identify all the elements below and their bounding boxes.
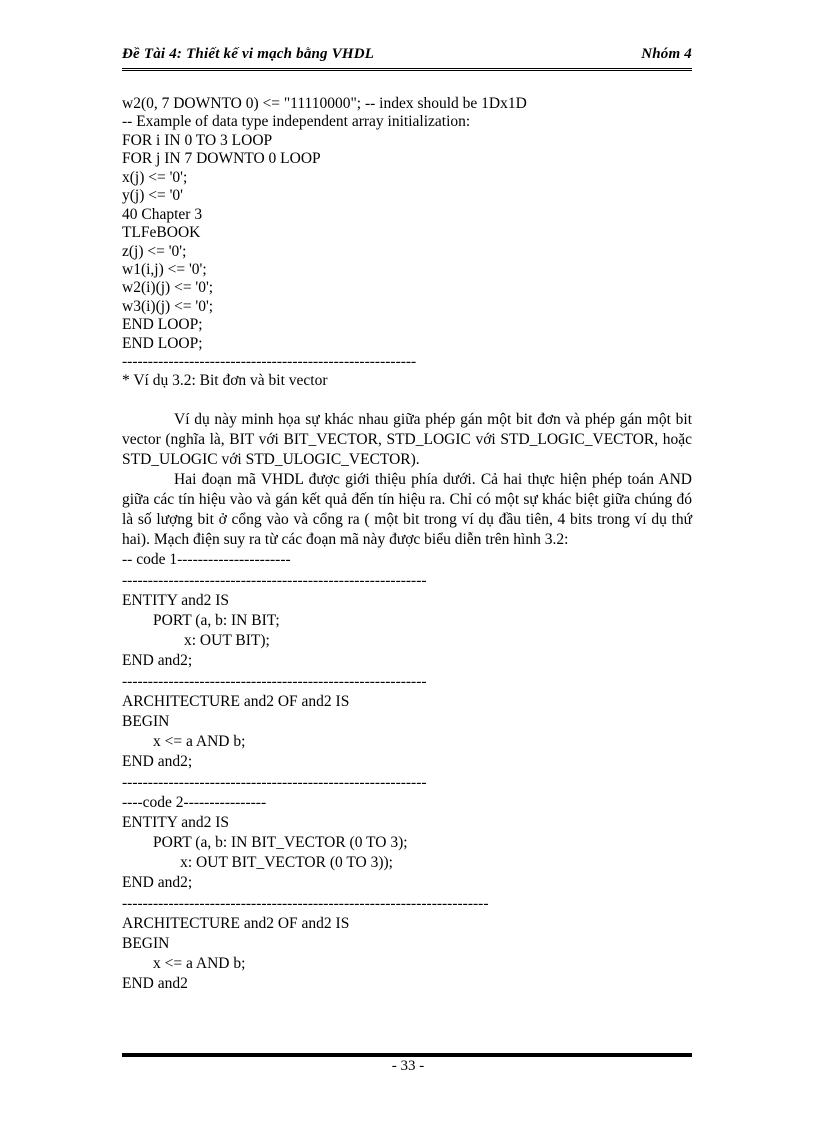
code-line: x <= a AND b; xyxy=(122,955,246,973)
code-line: END LOOP; xyxy=(122,316,203,334)
code-line: z(j) <= '0'; xyxy=(122,242,187,260)
code-line: x(j) <= '0'; xyxy=(122,168,188,186)
spacer xyxy=(122,390,692,408)
page-number: - 33 - xyxy=(391,1058,425,1074)
code-line: END and2; xyxy=(122,874,193,892)
code-line: FOR i IN 0 TO 3 LOOP xyxy=(122,131,273,149)
code-line: END LOOP; xyxy=(122,334,203,352)
paragraph: Hai đoạn mã VHDL được giới thiệu phía dưới. Cả hai thực hiện phép toán AND giữa các tín hiệu vào và gán kết quả đến tín hiệu ra. Chỉ có một sự khác biệt giữa chúng đó là số lượng bit ở cổng vào và cổng ra ( một bit trong ví dụ đầu tiên, 4 bits trong ví dụ thứ hai). Mạch điện suy ra từ các đoạn mã này được biểu diễn trên hình 3.2: xyxy=(122,471,692,549)
code-line: w1(i,j) <= '0'; xyxy=(122,260,207,278)
code-block-top xyxy=(122,95,692,390)
code-line: ARCHITECTURE and2 OF and2 IS xyxy=(122,914,350,932)
code-line: FOR j IN 7 DOWNTO 0 LOOP xyxy=(122,150,321,168)
code-line: 40 Chapter 3 xyxy=(122,205,203,223)
paragraph: Ví dụ này minh họa sự khác nhau giữa phép gán một bit đơn và phép gán một bit vector (nghĩa là, BIT với BIT_VECTOR, STD_LOGIC với STD_LOGIC_VECTOR, hoặc STD_ULOGIC với STD_ULOGIC_VECTOR). xyxy=(122,411,692,469)
code-line: w2(i)(j) <= '0'; xyxy=(122,279,214,297)
code-line: BEGIN xyxy=(122,935,170,952)
code-line: -- code 1---------------------- xyxy=(122,551,291,569)
code-line: PORT (a, b: IN BIT; xyxy=(122,612,280,629)
code-line: BEGIN xyxy=(122,712,170,730)
code-line: y(j) <= '0' xyxy=(122,187,183,205)
separator-line: ----------------------------------------------------------- xyxy=(122,773,427,791)
code-line: w3(i)(j) <= '0'; xyxy=(122,297,214,315)
example-heading: * Ví dụ 3.2: Bit đơn và bit vector xyxy=(122,371,328,389)
separator-line: ----------------------------------------------------------- xyxy=(122,672,427,690)
code-line: ENTITY and2 IS xyxy=(122,813,230,831)
document-title: Đề Tài 4: Thiết kế vi mạch bằng VHDL xyxy=(122,46,375,62)
code-line: END and2; xyxy=(122,753,193,771)
page-body xyxy=(122,95,692,995)
group-label: Nhóm 4 xyxy=(641,46,692,62)
separator-line: --------------------------------------------------------- xyxy=(122,353,417,371)
separator-line: ----------------------------------------------------------- xyxy=(122,571,427,589)
code-line: ----code 2---------------- xyxy=(122,793,267,811)
code-line: x: OUT BIT_VECTOR (0 TO 3)); xyxy=(122,854,393,872)
code-line: END and2 xyxy=(122,975,188,993)
code-line: x: OUT BIT); xyxy=(122,632,270,650)
code-line: ENTITY and2 IS xyxy=(122,591,230,609)
page-header xyxy=(122,44,692,71)
separator-line: ----------------------------------------------------------------------- xyxy=(122,894,489,912)
code-line: ARCHITECTURE and2 OF and2 IS xyxy=(122,692,350,710)
code-block-bottom xyxy=(122,550,692,994)
code-line: PORT (a, b: IN BIT_VECTOR (0 TO 3); xyxy=(122,834,408,852)
code-line: w2(0, 7 DOWNTO 0) <= "11110000"; -- index should be 1Dx1D xyxy=(122,95,527,112)
code-line: END and2; xyxy=(122,652,193,670)
code-line: x <= a AND b; xyxy=(122,733,246,751)
code-line: TLFeBOOK xyxy=(122,224,201,242)
code-line: -- Example of data type independent array initialization: xyxy=(122,113,471,131)
footer-rule xyxy=(122,1053,692,1057)
